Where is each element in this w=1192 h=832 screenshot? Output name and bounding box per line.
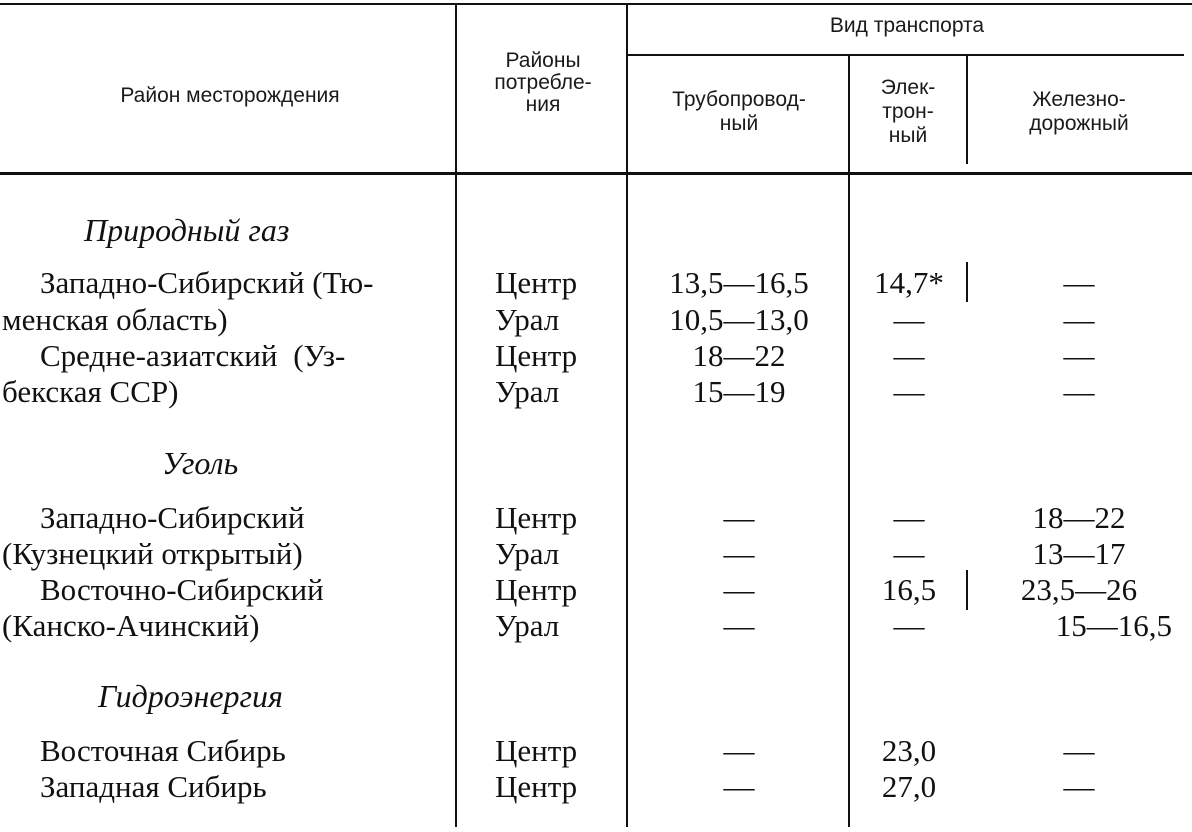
consumer-cell: Центр — [495, 733, 578, 768]
region-cell: (Канско-Ачинский) — [2, 608, 260, 643]
header-pipeline-line-1: Трубопровод- — [672, 88, 806, 111]
header-electronic-line-3: ный — [888, 124, 928, 147]
section-title-natural-gas: Природный газ — [84, 212, 290, 248]
header-electronic-line-1: Элек- — [880, 76, 936, 99]
railway-cell: — — [1063, 302, 1095, 337]
pipeline-cell: — — [723, 608, 755, 643]
header-consumption-line-3: ния — [525, 93, 561, 116]
railway-cell: 23,5—26 — [1020, 572, 1138, 607]
consumer-cell: Центр — [495, 265, 578, 300]
electronic-cell: — — [893, 374, 925, 409]
electronic-cell: — — [893, 338, 925, 373]
section-title-coal: Уголь — [162, 445, 239, 481]
header-transport-group: Вид транспорта — [829, 14, 985, 37]
pipeline-cell: 10,5—13,0 — [669, 302, 809, 337]
consumer-cell: Урал — [495, 536, 560, 571]
header-railway-line-1: Железно- — [1032, 88, 1126, 111]
railway-cell: 13—17 — [1032, 536, 1126, 571]
consumer-cell: Урал — [495, 302, 560, 337]
header-pipeline — [634, 88, 844, 136]
divider-electronic-railway — [966, 56, 968, 164]
header-consumption-line-1: Районы — [505, 49, 581, 72]
electronic-cell: — — [893, 302, 925, 337]
consumer-cell: Центр — [495, 338, 578, 373]
top-rule — [0, 3, 1192, 5]
region-cell: Западная Сибирь — [40, 769, 267, 804]
consumer-cell: Урал — [495, 608, 560, 643]
consumer-cell: Урал — [495, 374, 560, 409]
header-electronic — [852, 76, 964, 148]
railway-cell: — — [1063, 338, 1095, 373]
pipeline-cell: — — [723, 500, 755, 535]
pipeline-cell: 18—22 — [692, 338, 786, 373]
divider-electronic-railway-lower — [966, 262, 968, 302]
pipeline-cell: — — [723, 536, 755, 571]
region-cell: менская область) — [2, 302, 228, 337]
header-pipeline-line-2: ный — [719, 112, 759, 135]
header-railway-line-2: дорожный — [1029, 112, 1129, 135]
railway-cell: — — [1063, 769, 1095, 804]
electronic-cell: 27,0 — [881, 769, 937, 804]
region-cell: Восточно-Сибирский — [40, 572, 324, 607]
divider-electronic-railway-coal — [966, 570, 968, 610]
electronic-cell: — — [893, 608, 925, 643]
divider-consumption-pipeline — [626, 5, 628, 827]
header-bottom-rule — [0, 172, 1192, 175]
electronic-cell: 23,0 — [881, 733, 937, 768]
region-cell: Западно-Сибирский — [40, 500, 305, 535]
railway-cell: — — [1063, 374, 1095, 409]
divider-region-consumption — [455, 5, 457, 827]
electronic-cell: 16,5 — [881, 572, 937, 607]
header-consumption-line-2: потребле- — [494, 71, 592, 94]
electronic-cell: — — [893, 500, 925, 535]
consumer-cell: Центр — [495, 769, 578, 804]
pipeline-cell: 15—19 — [692, 374, 786, 409]
pipeline-cell: 13,5—16,5 — [669, 265, 809, 300]
section-title-hydro: Гидроэнергия — [98, 678, 283, 714]
consumer-cell: Центр — [495, 500, 578, 535]
header-railway — [974, 88, 1184, 136]
railway-cell: 15—16,5 — [1055, 608, 1172, 643]
region-cell: Средне-азиатский (Уз- — [40, 338, 346, 373]
railway-cell: 18—22 — [1032, 500, 1126, 535]
header-consumption — [468, 50, 618, 116]
electronic-cell: 14,7* — [874, 265, 944, 300]
consumer-cell: Центр — [495, 572, 578, 607]
railway-cell: — — [1063, 265, 1095, 300]
header-electronic-line-2: трон- — [882, 100, 934, 123]
region-cell: Западно-Сибирский (Тю- — [40, 265, 374, 300]
electronic-cell: — — [893, 536, 925, 571]
pipeline-cell: — — [723, 572, 755, 607]
pipeline-cell: — — [723, 769, 755, 804]
transport-group-rule — [628, 54, 1184, 56]
pipeline-cell: — — [723, 733, 755, 768]
divider-pipeline-electronic — [848, 56, 850, 827]
region-cell: Восточная Сибирь — [40, 733, 286, 768]
header-region: Район месторождения — [120, 84, 340, 107]
railway-cell: — — [1063, 733, 1095, 768]
region-cell: бекская ССР) — [2, 374, 179, 409]
region-cell: (Кузнецкий открытый) — [2, 536, 303, 571]
